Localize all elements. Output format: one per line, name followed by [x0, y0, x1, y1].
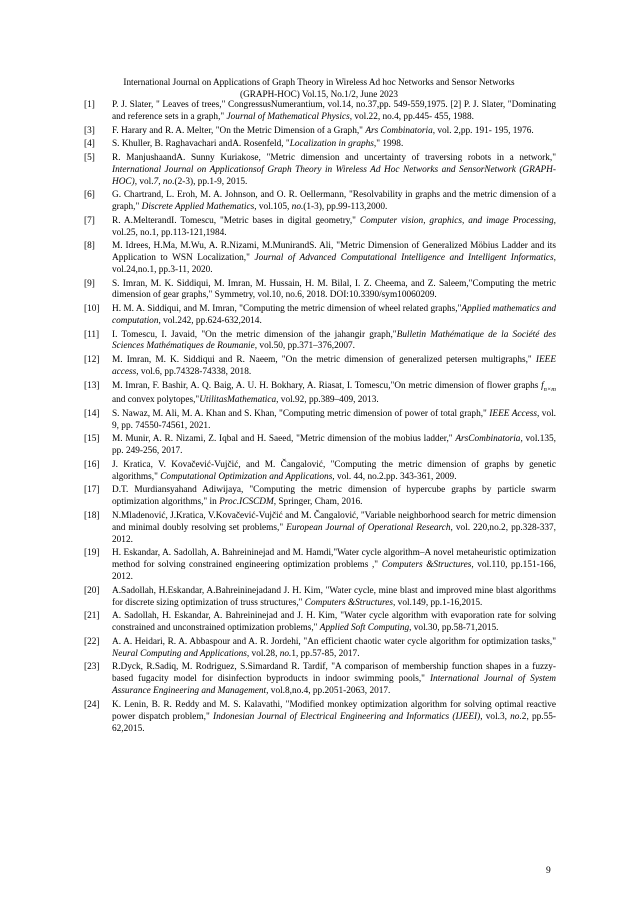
reference-item [84, 485, 556, 509]
reference-item [84, 126, 556, 138]
reference-text-segment: A.Sadollah, H.Eskandar, A.Bahreininejadand J. H. Kim, "Water cycle, mine blast and improved mine blast algorithms for discrete sizing optimization of truss structures," [112, 585, 556, 608]
reference-text-segment: S. Khuller, B. Raghavachari andA. Rosenfeld, " [112, 139, 290, 150]
reference-text [112, 330, 556, 354]
reference-text-segment: R.Dyck, R.Sadiq, M. Rodriguez, S.Simardand R. Tardif, "A comparison of membership function shapes in a fuzzy-based fugacity model for disinfection byproducts in indoor swimming pools," [112, 662, 556, 685]
reference-text-segment: N.Mladenović, J.Kratica, V.Kovačević-Vujčić and M. Čangalović, "Variable neighborhood search for metric dimension and minimal doubly resolving set problems," [112, 510, 556, 533]
reference-text-segment: 1, pp.57-85, 2017. [291, 648, 360, 659]
reference-italic-segment: , no. [504, 711, 522, 722]
reference-item [84, 304, 556, 328]
reference-text-segment: , vol.135, pp. 249-256, 2017. [112, 434, 556, 457]
reference-text-segment: , vol.242, pp.624-632,2014. [158, 315, 262, 326]
reference-text-segment: , vol. 9, pp. 74550-74561, 2021. [112, 408, 556, 431]
reference-number: [17] [84, 485, 100, 496]
reference-text [112, 355, 556, 379]
reference-text-segment: and convex polytopes," [112, 395, 200, 406]
reference-text-segment: , vol.25, no.1, pp.113-121,1984. [112, 215, 556, 238]
reference-text-segment: vol. 44, no.2.pp. 343-361, 2009. [334, 471, 457, 482]
reference-item [84, 586, 556, 610]
reference-text-segment: M. Imran, F. Bashir, A. Q. Baig, A. U. H. Bokhary, A. Riasat, I. Tomescu,"On metric dimension of flower graphs [112, 380, 542, 391]
reference-text [112, 434, 556, 458]
reference-number: [11] [84, 329, 100, 340]
running-header [0, 76, 638, 100]
reference-text-segment: (1-3), pp.99-113,2000. [303, 202, 388, 212]
reference-text-segment: , vol.149, pp.1-16,2015. [393, 597, 483, 608]
reference-italic-segment: Applied Soft Computing [319, 623, 410, 634]
reference-text-segment: , vol. [134, 176, 154, 187]
reference-text [112, 216, 556, 240]
reference-italic-segment: Indonesian Journal of Electrical Engineering and Informatics (IJEEI) [212, 711, 481, 722]
reference-text-segment: , vol.24,no.1, pp.3-11, 2020. [112, 253, 556, 275]
reference-text-segment: , vol. 220,no.2, pp.328-337, 2012. [112, 522, 556, 545]
reference-item [84, 330, 556, 354]
reference-text [112, 586, 556, 610]
reference-text-segment: A. A. Heidari, R. A. Abbaspour and A. R. Jordehi, "An efficient chaotic water cycle algorithm for optimization tasks," [112, 636, 556, 647]
reference-italic-segment: Journal of Mathematical Physics [226, 111, 350, 122]
reference-text [112, 139, 556, 151]
reference-text-segment: , vol.22, no.4, pp.445- 455, 1988. [349, 111, 474, 122]
reference-text-segment: , vol.92, pp.389–409, 2013. [276, 395, 379, 406]
reference-number: [1] [84, 100, 95, 110]
reference-text-segment: S. Nawaz, M. Ali, M. A. Khan and S. Khan, "Computing metric dimension of power of total graph," [112, 408, 490, 419]
reference-italic-segment: Journal of Advanced Computational Intelligence and Intelligent Informatics [254, 253, 554, 263]
reference-text-segment: R. A.MelterandI. Tomescu, "Metric bases in digital geometry," [112, 215, 360, 226]
reference-italic-segment: Proc.ICSCDM [219, 497, 274, 508]
reference-text-segment: H. Eskandar, A. Sadollah, A. Bahreininejad and M. Hamdi,"Water cycle algorithm–A novel metaheuristic optimization method for solving constrained engineering optimization problems ," [112, 548, 556, 571]
reference-number: [20] [84, 585, 100, 596]
reference-list [84, 100, 556, 737]
reference-text-segment: M. Munir, A. R. Nizami, Z. Iqbal and H. Saeed, "Metric dimension of the mobius ladder," [112, 434, 456, 445]
reference-italic-segment: f [541, 380, 544, 391]
reference-text-segment: H. M. A. Siddiqui, and M. Imran, "Computing the metric dimension of wheel related graphs," [112, 304, 462, 314]
reference-item [84, 190, 556, 214]
reference-text-segment: I. Tomescu, I. Javaid, "On the metric dimension of the jahangir graph," [112, 329, 397, 340]
reference-italic-segment: IEEE Access [489, 408, 538, 419]
reference-text-segment: M. Imran, M. K. Siddiqui and R. Naeem, "On the metric dimension of generalized petersen multigraphs," [112, 355, 536, 365]
reference-text-segment: , vol.30, pp.58-71,2015. [409, 623, 499, 634]
reference-italic-segment: IEEE access [112, 355, 556, 377]
reference-number: [18] [84, 510, 100, 521]
reference-item [84, 355, 556, 379]
reference-text-segment: D.T. Murdiansyahand Adiwijaya, "Computing the metric dimension of hypercube graphs by particle swarm optimization algorithms," in [112, 485, 556, 508]
reference-text-segment: A. Sadollah, H. Eskandar, A. Bahreininejad and J. H. Kim, "Water cycle algorithm with evaporation rate for solving constrained and unconstrained optimization problems," [112, 611, 556, 634]
reference-text-segment: , vol.50, pp.371–376,2007. [254, 341, 355, 352]
reference-italic-segment: 7, no. [153, 176, 175, 187]
reference-item [84, 409, 556, 433]
page-number: 9 [546, 866, 551, 876]
reference-text-segment: , vol.3 [480, 711, 505, 722]
reference-text [112, 548, 556, 584]
reference-text [112, 485, 556, 509]
reference-italic-segment: Discrete Applied Mathematics [141, 202, 255, 212]
reference-text-segment: , vol.6, pp.74328-74338, 2018. [136, 366, 252, 377]
reference-italic-segment: n×m [543, 385, 556, 393]
reference-italic-segment: UtilitasMathematica [199, 395, 277, 406]
reference-text-segment: , vol.28 [246, 648, 276, 659]
reference-italic-segment: Computer vision, graphics, and image Processing [359, 215, 554, 226]
reference-number: [4] [84, 139, 95, 150]
reference-number: [24] [84, 699, 100, 710]
reference-italic-segment: International Journal on Applicationsof Graph Theory in Wireless Ad Hoc Networks and SensorNetwork (GRAPH-HOC) [112, 164, 556, 187]
reference-item [84, 153, 556, 189]
reference-text [112, 304, 556, 328]
reference-number: [6] [84, 190, 95, 201]
reference-item [84, 100, 556, 124]
reference-number: [23] [84, 662, 100, 673]
reference-text-segment: P. J. Slater, " Leaves of trees," CongressusNumerantium, vol.14, no.37,pp. 549-559,1975. [2] P. J. Slater, "Dominating and reference sets in a graph," [112, 100, 556, 122]
reference-text [112, 611, 556, 635]
reference-number: [3] [84, 125, 95, 136]
reference-item [84, 460, 556, 484]
reference-text-segment: F. Harary and R. A. Melter, "On the Metric Dimension of a Graph," [112, 125, 366, 136]
reference-italic-segment: Computational Optimization and Applications, [160, 471, 335, 482]
reference-text [112, 409, 556, 433]
reference-text [112, 381, 556, 408]
reference-item [84, 511, 556, 547]
reference-text [112, 460, 556, 484]
reference-text-segment: , vol.105 [254, 202, 288, 212]
reference-text [112, 662, 556, 698]
reference-italic-segment: ArsCombinatoria [455, 434, 521, 445]
reference-text [112, 126, 556, 138]
reference-text [112, 511, 556, 547]
reference-text [112, 279, 556, 303]
reference-item [84, 700, 556, 736]
reference-italic-segment: , no. [275, 648, 292, 659]
reference-italic-segment: International Journal of System Assurance Engineering and Management [112, 674, 556, 697]
reference-item [84, 434, 556, 458]
reference-text-segment: S. Imran, M. K. Siddiqui, M. Imran, M. Hussain, H. M. Bilal, I. Z. Cheema, and Z. Saleem,"Computing the metric dimension of gear graphs," Symmetry, vol.10, no.6, 2018. DOI:10.3390/sym10060209. [112, 278, 556, 301]
reference-item [84, 662, 556, 698]
reference-number: [21] [84, 611, 100, 622]
reference-number: [10] [84, 304, 100, 314]
reference-number: [22] [84, 636, 100, 647]
reference-item [84, 216, 556, 240]
reference-item [84, 637, 556, 661]
reference-number: [9] [84, 278, 95, 289]
reference-italic-segment: Localization in graphs [289, 139, 374, 150]
reference-number: [16] [84, 459, 100, 470]
reference-text-segment: G. Chartrand, L. Eroh, M. A. Johnson, and O. R. Oellermann, "Resolvability in graphs and the metric dimension of a graph," [112, 190, 556, 212]
reference-number: [5] [84, 152, 95, 163]
running-header-volume-info: (GRAPH-HOC) Vol.15, No.1/2, June 2023 [240, 89, 398, 99]
reference-text [112, 190, 556, 214]
reference-text [112, 153, 556, 189]
reference-text [112, 637, 556, 661]
reference-italic-segment: Bulletin Mathématique de la Société des Sciences Mathématiques de Roumanie [112, 329, 556, 352]
reference-italic-segment: Computers &Structures [304, 597, 394, 608]
reference-item [84, 241, 556, 277]
reference-item [84, 279, 556, 303]
reference-italic-segment: Ars Combinatoria [365, 125, 433, 136]
reference-text-segment: , Springer, Cham, 2016. [273, 497, 363, 508]
reference-text [112, 700, 556, 736]
reference-number: [12] [84, 355, 100, 365]
reference-italic-segment: Applied mathematics and computation [112, 304, 556, 326]
reference-text-segment: ," 1998. [373, 139, 404, 150]
reference-text-segment: R. ManjushaandA. Sunny Kuriakose, "Metric dimension and uncertainty of traversing robots in a network," [112, 152, 556, 163]
reference-item [84, 548, 556, 584]
reference-text-segment: 2, pp.55-62,2015. [112, 711, 556, 734]
reference-number: [7] [84, 215, 95, 226]
reference-number: [14] [84, 408, 100, 419]
reference-number: [15] [84, 434, 100, 445]
reference-italic-segment: European Journal of Operational Research [286, 522, 451, 533]
reference-text-segment: (2-3), pp.1-9, 2015. [174, 176, 248, 187]
reference-number: [13] [84, 380, 100, 391]
reference-italic-segment: , no. [287, 202, 304, 212]
reference-text-segment: , vol.8,no.4, pp.2051-2063, 2017. [266, 686, 391, 697]
reference-text-segment: J. Kratica, V. Kovačević-Vujčić, and M. Čangalović, "Computing the metric dimension of graphs by genetic algorithms," [112, 459, 556, 482]
reference-text [112, 100, 556, 124]
reference-italic-segment: Computers &Structures [381, 560, 472, 571]
reference-item [84, 139, 556, 151]
reference-text-segment: K. Lenin, B. R. Reddy and M. S. Kalavathi, "Modified monkey optimization algorithm for solving optimal reactive power dispatch problem," [112, 699, 556, 722]
reference-italic-segment: Neural Computing and Applications [112, 648, 247, 659]
reference-number: [19] [84, 548, 100, 559]
reference-item [84, 381, 556, 408]
reference-text-segment: , vol.110, pp.151-166, 2012. [112, 560, 556, 583]
reference-number: [8] [84, 241, 95, 252]
reference-text [112, 241, 556, 277]
reference-text-segment: , vol. 2,pp. 191- 195, 1976. [432, 125, 534, 136]
reference-text-segment: M. Idrees, H.Ma, M.Wu, A. R.Nizami, M.MunirandS. Ali, "Metric Dimension of Generalized Möbius Ladder and its Application to WSN Localization," [112, 241, 556, 263]
running-header-journal-name: International Journal on Applications of Graph Theory in Wireless Ad hoc Networks and Sensor Networks [123, 77, 515, 87]
reference-item [84, 611, 556, 635]
